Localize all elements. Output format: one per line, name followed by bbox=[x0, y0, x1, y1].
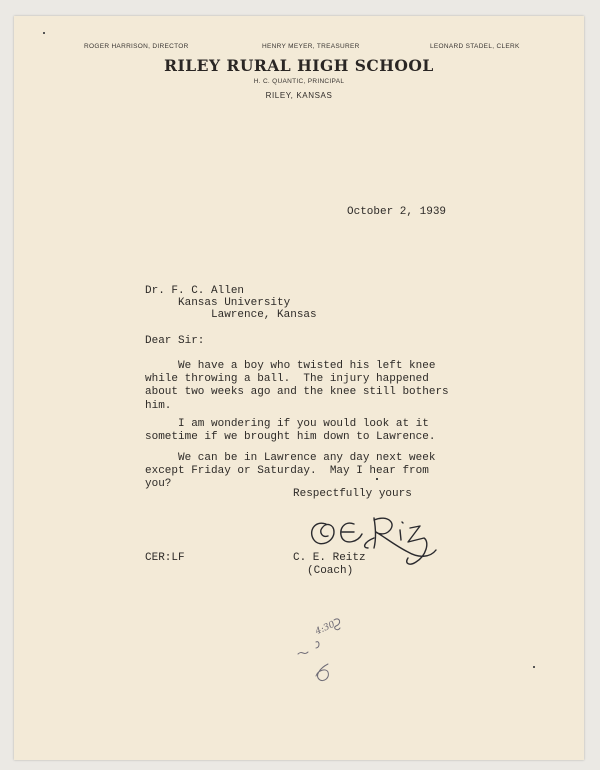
signer-name: C. E. Reitz bbox=[293, 552, 366, 564]
school-name: RILEY RURAL HIGH SCHOOL bbox=[164, 56, 434, 75]
recipient-name: Dr. F. C. Allen bbox=[145, 285, 245, 297]
body-paragraph-3: We can be in Lawrence any day next week except Friday or Saturday. May I hear from you? bbox=[145, 452, 436, 491]
pencil-note: 4:30 bbox=[314, 619, 337, 638]
letterhead-director: ROGER HARRISON, DIRECTOR bbox=[84, 43, 189, 50]
body-paragraph-2: I am wondering if you would look at it sometime if we brought him down to Lawrence. bbox=[145, 418, 436, 444]
recipient-org: Kansas University bbox=[178, 297, 291, 309]
stray-mark bbox=[43, 32, 45, 34]
letterhead-clerk: LEONARD STADEL, CLERK bbox=[430, 43, 520, 50]
pencil-marks bbox=[294, 610, 374, 690]
letterhead-treasurer: HENRY MEYER, TREASURER bbox=[262, 43, 360, 50]
salutation: Dear Sir: bbox=[145, 335, 205, 347]
closing: Respectfully yours bbox=[293, 488, 412, 500]
signer-title: (Coach) bbox=[307, 565, 354, 577]
letterhead-town: RILEY, KANSAS bbox=[265, 91, 333, 100]
letterhead-principal: H. C. QUANTIC, PRINCIPAL bbox=[253, 78, 345, 85]
letter-page bbox=[14, 16, 584, 760]
recipient-city: Lawrence, Kansas bbox=[211, 309, 317, 321]
typist-initials: CER:LF bbox=[145, 552, 185, 564]
body-paragraph-1: We have a boy who twisted his left knee while throwing a ball. The injury happened about two weeks ago and the knee still bothers him. bbox=[145, 360, 449, 412]
letter-date: October 2, 1939 bbox=[347, 206, 447, 218]
stray-mark bbox=[533, 666, 535, 668]
stray-mark bbox=[376, 478, 378, 480]
